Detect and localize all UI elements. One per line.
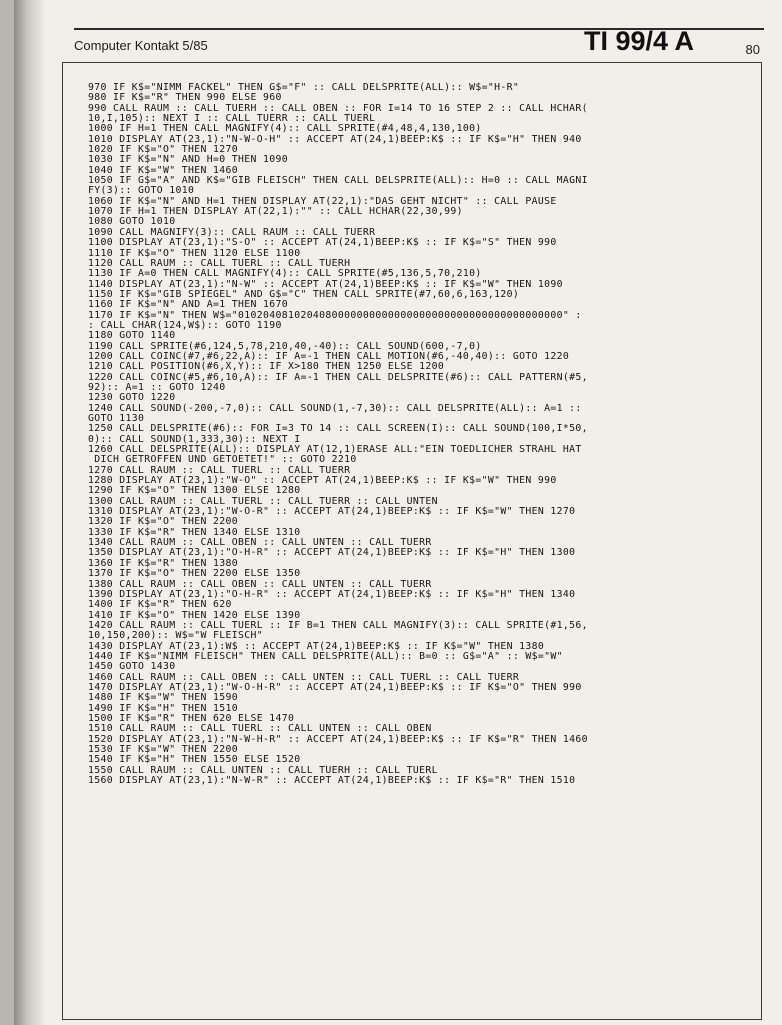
basic-listing [88, 83, 738, 786]
code-line: 1090 CALL MAGNIFY(3):: CALL RAUM :: CALL TUERR [88, 226, 376, 238]
code-line: 1190 CALL SPRITE(#6,124,5,78,210,40,-40):: CALL SOUND(600,-7,0) [88, 340, 482, 352]
code-line: FY(3):: GOTO 1010 [88, 185, 195, 197]
code-line: 1240 CALL SOUND(-200,-7,0):: CALL SOUND(1,-7,30):: CALL DELSPRITE(ALL):: A=1 :: [88, 402, 582, 414]
code-line: 1540 IF K$="H" THEN 1550 ELSE 1520 [88, 754, 301, 766]
code-line: 1280 DISPLAY AT(23,1):"W-O" :: ACCEPT AT(24,1)BEEP:K$ :: IF K$="W" THEN 990 [88, 475, 557, 487]
code-line: 1400 IF K$="R" THEN 620 [88, 599, 232, 611]
code-line: GOTO 1130 [88, 413, 145, 424]
code-line: 1070 IF H=1 THEN DISPLAY AT(22,1):"" :: CALL HCHAR(22,30,99) [88, 206, 463, 218]
code-line: 1500 IF K$="R" THEN 620 ELSE 1470 [88, 712, 295, 724]
code-line: 1350 DISPLAY AT(23,1):"O-H-R" :: ACCEPT AT(24,1)BEEP:K$ :: IF K$="H" THEN 1300 [88, 547, 576, 559]
publication-label: Computer Kontakt 5/85 [74, 38, 208, 53]
code-line: 1130 IF A=0 THEN CALL MAGNIFY(4):: CALL SPRITE(#5,136,5,70,210) [88, 268, 482, 280]
code-line: 10,150,200):: W$="W FLEISCH" [88, 630, 263, 642]
code-line: 1470 DISPLAY AT(23,1):"W-O-H-R" :: ACCEPT AT(24,1)BEEP:K$ :: IF K$="O" THEN 990 [88, 681, 582, 693]
code-line: 1560 DISPLAY AT(23,1):"N-W-R" :: ACCEPT AT(24,1)BEEP:K$ :: IF K$="R" THEN 1510 [88, 775, 576, 787]
code-line: 0):: CALL SOUND(1,333,30):: NEXT I [88, 433, 301, 445]
code-line: 1270 CALL RAUM :: CALL TUERL :: CALL TUERR [88, 464, 351, 476]
code-line: 1200 CALL COINC(#7,#6,22,A):: IF A=-1 THEN CALL MOTION(#6,-40,40):: GOTO 1220 [88, 350, 570, 362]
code-line: 1100 DISPLAY AT(23,1):"S-O" :: ACCEPT AT(24,1)BEEP:K$ :: IF K$="S" THEN 990 [88, 237, 557, 249]
code-line: 1490 IF K$="H" THEN 1510 [88, 702, 238, 714]
code-line: 1020 IF K$="O" THEN 1270 [88, 144, 238, 156]
code-line: 1080 GOTO 1010 [88, 216, 176, 228]
code-line: 1300 CALL RAUM :: CALL TUERL :: CALL TUERR :: CALL UNTEN [88, 495, 438, 507]
code-line: 1150 IF K$="GIB SPIEGEL" AND G$="C" THEN CALL SPRITE(#7,60,6,163,120) [88, 288, 520, 300]
code-line: 1530 IF K$="W" THEN 2200 [88, 744, 238, 755]
code-line: 1510 CALL RAUM :: CALL TUERL :: CALL UNTEN :: CALL OBEN [88, 723, 432, 735]
code-line: DICH GETROFFEN UND GETOETET!" :: GOTO 2210 [88, 454, 357, 466]
code-line: 1120 CALL RAUM :: CALL TUERL :: CALL TUERH [88, 257, 351, 269]
code-line: 1250 CALL DELSPRITE(#6):: FOR I=3 TO 14 :: CALL SCREEN(I):: CALL SOUND(100,I*50, [88, 423, 588, 435]
code-line: 1330 IF K$="R" THEN 1340 ELSE 1310 [88, 526, 301, 538]
code-line: 1210 CALL POSITION(#6,X,Y):: IF X>180 THEN 1250 ELSE 1200 [88, 361, 445, 373]
code-line: 1420 CALL RAUM :: CALL TUERL :: IF B=1 THEN CALL MAGNIFY(3):: CALL SPRITE(#1,56, [88, 619, 588, 631]
code-line: 1360 IF K$="R" THEN 1380 [88, 557, 238, 569]
code-line: 1480 IF K$="W" THEN 1590 [88, 692, 238, 704]
code-line: 1180 GOTO 1140 [88, 330, 176, 342]
code-line: 1220 CALL COINC(#5,#6,10,A):: IF A=-1 THEN CALL DELSPRITE(#6):: CALL PATTERN(#5, [88, 371, 588, 383]
code-line: 1040 IF K$="W" THEN 1460 [88, 164, 238, 176]
code-line: 1410 IF K$="O" THEN 1420 ELSE 1390 [88, 609, 301, 621]
code-line: 92):: A=1 :: GOTO 1240 [88, 381, 226, 393]
code-line: 1290 IF K$="O" THEN 1300 ELSE 1280 [88, 485, 301, 497]
page-title: TI 99/4 A [583, 26, 694, 56]
code-line: 1000 IF H=1 THEN CALL MAGNIFY(4):: CALL SPRITE(#4,48,4,130,100) [88, 123, 482, 135]
code-line: 1110 IF K$="O" THEN 1120 ELSE 1100 [88, 247, 301, 259]
code-line: 990 CALL RAUM :: CALL TUERH :: CALL OBEN :: FOR I=14 TO 16 STEP 2 :: CALL HCHAR( [88, 102, 588, 114]
code-line: 1550 CALL RAUM :: CALL UNTEN :: CALL TUERH :: CALL TUERL [88, 764, 438, 776]
code-line: 1370 IF K$="O" THEN 2200 ELSE 1350 [88, 568, 301, 580]
page-number: 80 [745, 42, 760, 57]
code-line: 1520 DISPLAY AT(23,1):"N-W-H-R" :: ACCEPT AT(24,1)BEEP:K$ :: IF K$="R" THEN 1460 [88, 733, 588, 745]
code-line: : CALL CHAR(124,W$):: GOTO 1190 [88, 319, 282, 331]
code-line: 1050 IF G$="A" AND K$="GIB FLEISCH" THEN CALL DELSPRITE(ALL):: H=0 :: CALL MAGNI [88, 175, 588, 187]
code-line: 1460 CALL RAUM :: CALL OBEN :: CALL UNTEN :: CALL TUERL :: CALL TUERR [88, 671, 520, 683]
code-line: 1450 GOTO 1430 [88, 661, 176, 673]
code-line: 1380 CALL RAUM :: CALL OBEN :: CALL UNTEN :: CALL TUERR [88, 578, 432, 590]
code-line: 970 IF K$="NIMM FACKEL" THEN G$="F" :: CALL DELSPRITE(ALL):: W$="H-R" [88, 82, 520, 93]
code-line: 1030 IF K$="N" AND H=0 THEN 1090 [88, 154, 288, 166]
code-line: 1440 IF K$="NIMM FLEISCH" THEN CALL DELSPRITE(ALL):: B=0 :: G$="A" :: W$="W" [88, 650, 563, 662]
code-line: 1430 DISPLAY AT(23,1):W$ :: ACCEPT AT(24,1)BEEP:K$ :: IF K$="W" THEN 1380 [88, 640, 545, 652]
code-line: 1230 GOTO 1220 [88, 392, 176, 404]
code-line: 1060 IF K$="N" AND H=1 THEN DISPLAY AT(22,1):"DAS GEHT NICHT" :: CALL PAUSE [88, 195, 557, 207]
code-line: 1390 DISPLAY AT(23,1):"O-H-R" :: ACCEPT AT(24,1)BEEP:K$ :: IF K$="H" THEN 1340 [88, 588, 576, 600]
code-line: 1340 CALL RAUM :: CALL OBEN :: CALL UNTEN :: CALL TUERR [88, 537, 432, 549]
binding-shadow [14, 0, 44, 1025]
code-line: 10,I,105):: NEXT I :: CALL TUERR :: CALL TUERL [88, 113, 376, 125]
code-line: 1140 DISPLAY AT(23,1):"N-W" :: ACCEPT AT(24,1)BEEP:K$ :: IF K$="W" THEN 1090 [88, 278, 563, 290]
code-line: 1320 IF K$="O" THEN 2200 [88, 516, 238, 528]
code-line: 1170 IF K$="N" THEN W$="0102040810204080000000000000000000000000000000000000" : [88, 309, 582, 321]
code-line: 1010 DISPLAY AT(23,1):"N-W-O-H" :: ACCEPT AT(24,1)BEEP:K$ :: IF K$="H" THEN 940 [88, 133, 582, 145]
code-line: 1160 IF K$="N" AND A=1 THEN 1670 [88, 299, 288, 311]
code-line: 980 IF K$="R" THEN 990 ELSE 960 [88, 92, 282, 104]
code-line: 1310 DISPLAY AT(23,1):"W-O-R" :: ACCEPT AT(24,1)BEEP:K$ :: IF K$="W" THEN 1270 [88, 506, 576, 518]
code-line: 1260 CALL DELSPRITE(ALL):: DISPLAY AT(12,1)ERASE ALL:"EIN TOEDLICHER STRAHL HAT [88, 444, 582, 456]
